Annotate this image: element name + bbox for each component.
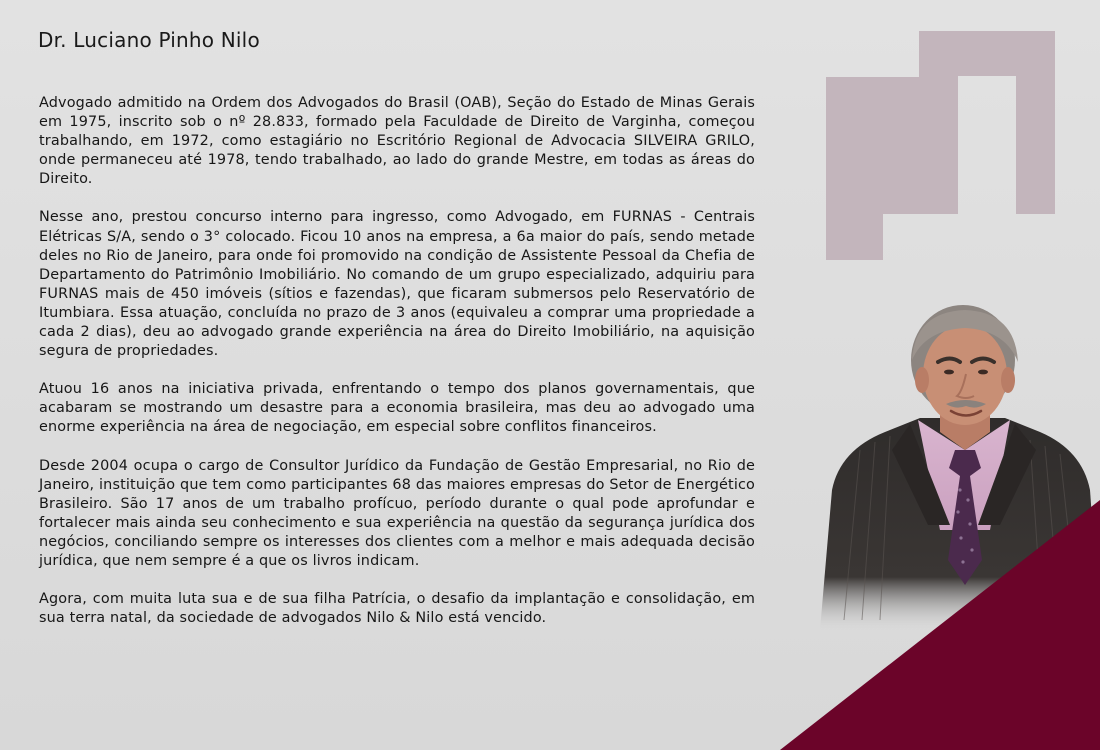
bio-paragraph: Agora, com muita luta sua e de sua filha Patrícia, o desafio da implantação e consolidação, em sua terra natal, da sociedade de advogados Nilo & Nilo está vencido. — [39, 591, 755, 627]
bio-text — [39, 94, 755, 647]
page-title: Dr. Luciano Pinho Nilo — [38, 28, 260, 52]
bio-paragraph: Atuou 16 anos na iniciativa privada, enfrentando o tempo dos planos governamentais, que acabaram se mostrando um desastre para a economia brasileira, mas deu ao advogado uma enorme experiência na área de negociação, em especial sobre conflitos financeiros. — [39, 381, 755, 436]
bio-paragraph: Advogado admitido na Ordem dos Advogados do Brasil (OAB), Seção do Estado de Minas Gerais em 1975, inscrito sob o nº 28.833, formado pela Faculdade de Direito de Varginha, começou trabalhando, em 1972, como estagiário no Escritório Regional de Advocacia SILVEIRA GRILO, onde permaneceu até 1978, tendo trabalhado, ao lado do grande Mestre, em todas as áreas do Direito. — [39, 95, 755, 188]
bio-paragraph: Nesse ano, prestou concurso interno para ingresso, como Advogado, em FURNAS - Centrais Elétricas S/A, sendo o 3° colocado. Ficou 10 anos na empresa, a 6a maior do país, sendo metade deles no Rio de Janeiro, para onde foi promovido na condição de Assistente Pessoal da Chefia de Departamento do Patrimônio Imobiliário. No comando de um grupo especializado, adquiriu para FURNAS mais de 450 imóveis (sítios e fazendas), que ficaram submersos pelo Reservatório de Itumbiara. Essa atuação, concluída no prazo de 3 anos (equivaleu a comprar uma propriedade a cada 2 dias), deu ao advogado grande experiência na área do Direito Imobiliário, na aquisição segura de propriedades. — [39, 209, 755, 360]
nilo-monogram-icon — [826, 31, 1056, 260]
bio-paragraph: Desde 2004 ocupa o cargo de Consultor Jurídico da Fundação de Gestão Empresarial, no Rio de Janeiro, instituição que tem como participantes 68 das maiores empresas do Setor de Energético Brasileiro. São 17 anos de um trabalho profícuo, período durante o qual pode aprofundar e fortalecer mais ainda seu conhecimento e sua experiência na questão da segurança jurídica dos negócios, conciliando sempre os interesses dos clientes com a melhor e mais adequada decisão jurídica, que nem sempre é a que os livros indicam. — [39, 457, 755, 569]
decorative-corner — [780, 500, 1100, 750]
